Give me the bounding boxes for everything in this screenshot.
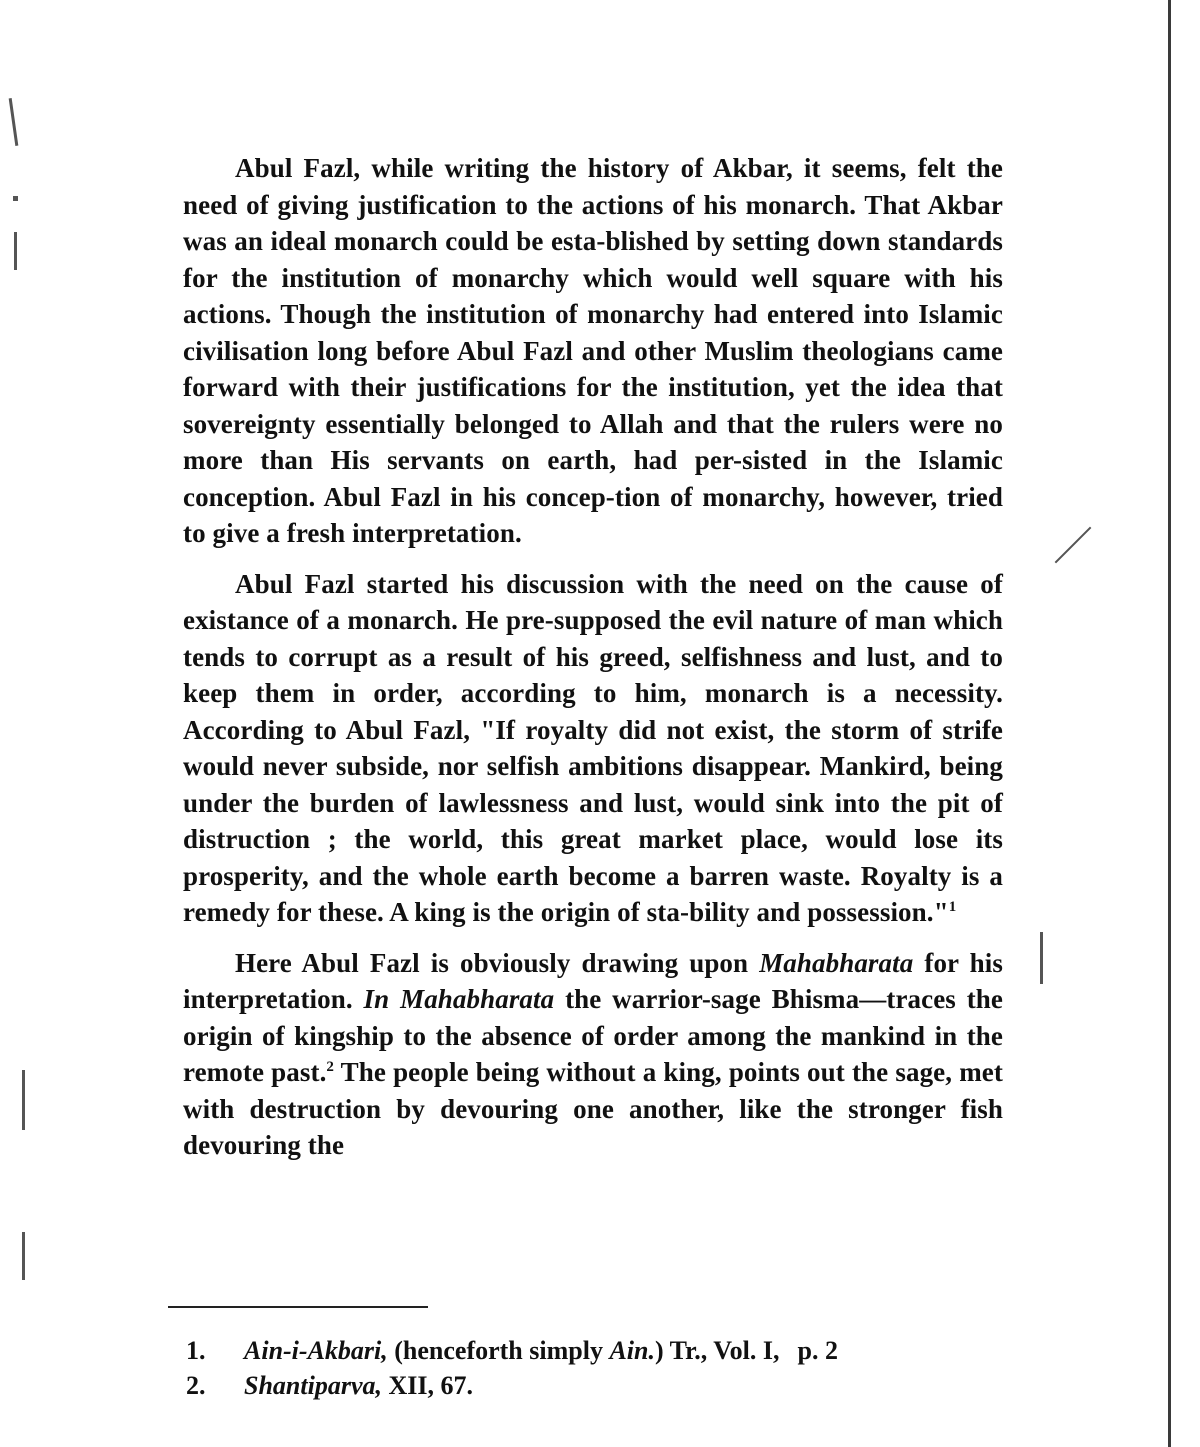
paragraph-3-seg-1: Here Abul Fazl is obviously drawing upon (235, 947, 760, 978)
scan-edge-mark (1040, 932, 1043, 984)
paragraph-3-seg-2: for his interpretation. (183, 947, 1004, 1014)
paragraph-2-text: Abul Fazl started his discussion with the need on the cause of existance of a monarch. He pre-supposed the evil nature of man which tends to corrupt as a result of his greed, selfishness and lust, and to keep them in order, according to him, monarch is a necessity. According to Abul Fazl, "If royalty did not exist, the storm of strife would never subside, nor selfish ambitions disappear. Mankird, being under the burden of lawlessness and lust, would sink into the pit of distruction ; the world, this great market place, would lose its prosperity, and the whole earth become a barren waste. Royalty is a remedy for these. A king is the origin of sta-bility and possession." (183, 568, 1003, 927)
footnote-detail: (henceforth simply (387, 1336, 610, 1365)
scan-edge-mark (9, 98, 19, 146)
footnotes (186, 1333, 1006, 1403)
scan-edge-mark (13, 196, 18, 201)
paragraph-3-italic-2: In Mahabharata (363, 984, 555, 1014)
paragraph-3-seg-3: the warrior-sage Bhisma—traces the origin of kingship to the absence of order among the mankind in the remote past. (183, 984, 1004, 1087)
footnote-ref-2: 2 (326, 1059, 335, 1075)
footnote-number: 1. (186, 1336, 206, 1365)
footnote-text (244, 1333, 1006, 1368)
footnote-ref-1: 1 (948, 899, 957, 915)
scan-edge-mark (1055, 527, 1092, 564)
footnote-2 (186, 1368, 1006, 1403)
footnote-1 (186, 1333, 1006, 1368)
footnote-title: Ain-i-Akbari, (244, 1336, 388, 1365)
scan-edge-mark (14, 232, 17, 270)
paragraph-3 (183, 945, 1003, 1164)
footnote-page: p. 2 (797, 1336, 838, 1365)
page-edge-line (1168, 0, 1171, 1447)
scan-edge-mark (22, 1232, 25, 1280)
paragraph-3-italic-1: Mahabharata (759, 947, 914, 978)
footnote-number: 2. (186, 1371, 206, 1400)
footnote-divider (168, 1306, 428, 1308)
footnote-detail: ) Tr., Vol. I, (654, 1336, 780, 1365)
paragraph-3-seg-4: The people being without a king, points out the sage, met with destruction by devouring one another, like the stronger fish devouring the (183, 1057, 1003, 1160)
body-text (183, 150, 1003, 1178)
footnote-detail: XII, 67. (382, 1371, 474, 1400)
footnote-text (244, 1368, 1006, 1403)
scan-edge-mark (22, 1070, 25, 1130)
footnote-title: Shantiparva, (244, 1371, 382, 1400)
footnote-abbrev: Ain. (609, 1336, 655, 1365)
paragraph-2 (183, 566, 1003, 931)
paragraph-1: Abul Fazl, while writing the history of Akbar, it seems, felt the need of giving justification to the actions of his monarch. That Akbar was an ideal monarch could be esta-blished by setting down standards for the institution of monarchy which would well square with his actions. Though the institution of monarchy had entered into Islamic civilisation long before Abul Fazl and other Muslim theologians came forward with their justifications for the institution, yet the idea that sovereignty essentially belonged to Allah and that the rulers were no more than His servants on earth, had per-sisted in the Islamic conception. Abul Fazl in his concep-tion of monarchy, however, tried to give a fresh interpretation. (183, 153, 1003, 548)
